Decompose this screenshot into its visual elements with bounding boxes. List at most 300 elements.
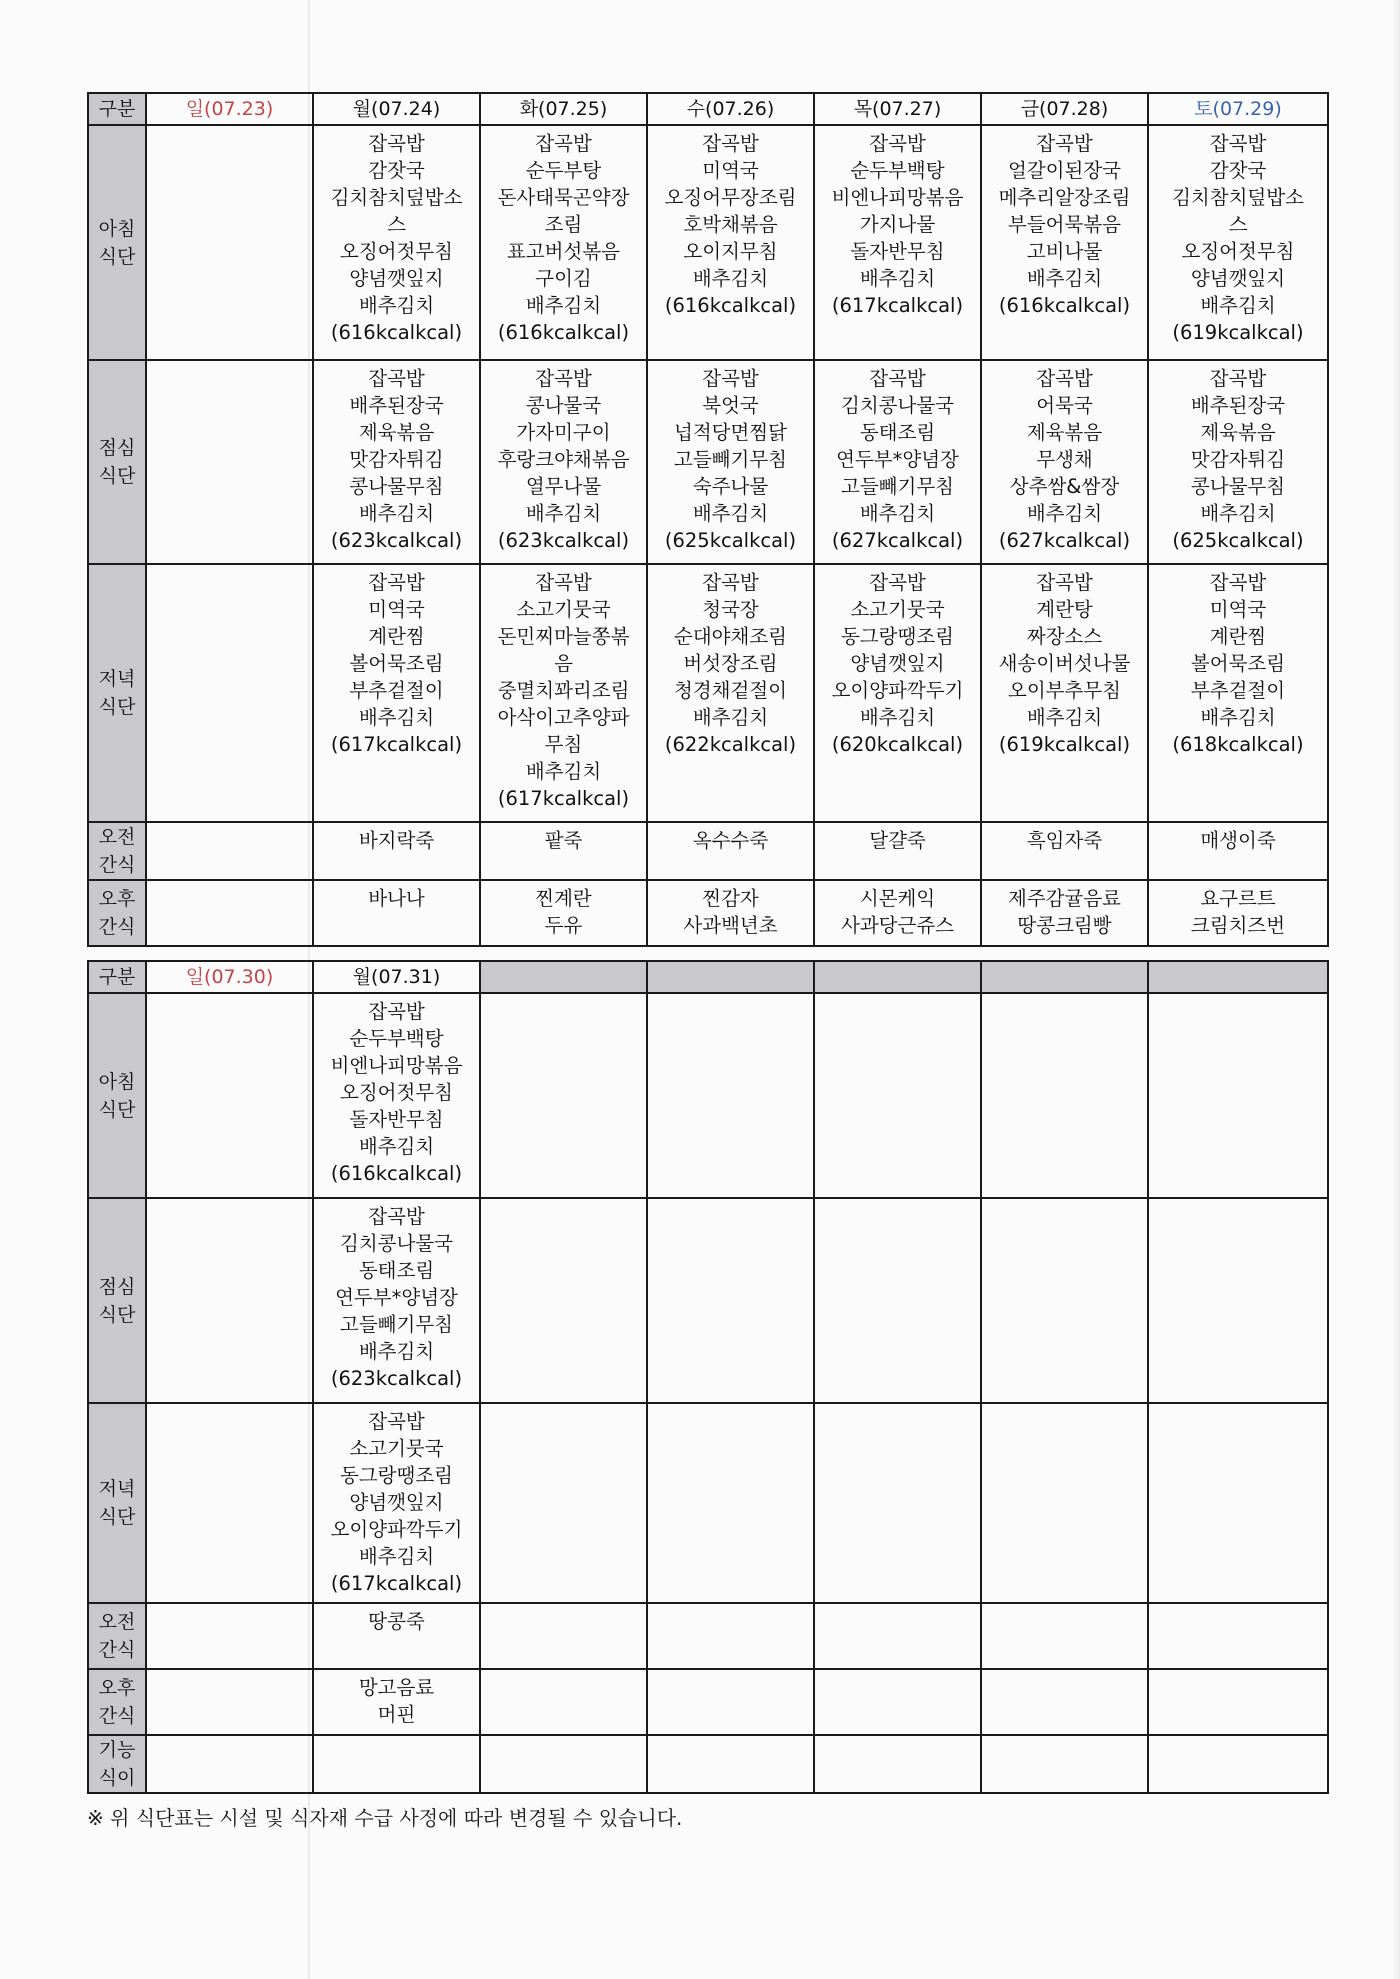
menu-cell <box>647 1198 814 1403</box>
meal-row <box>88 993 1328 1198</box>
menu-item: 감잣국 <box>1209 159 1267 182</box>
menu-cell <box>146 360 313 564</box>
menu-item: 잡곡밥 <box>869 132 926 155</box>
menu-item: (616kcalkcal) <box>497 321 630 344</box>
menu-item: 땅콩죽 <box>368 1610 425 1633</box>
meal-label-line: 오후 <box>98 1677 136 1699</box>
menu-cell <box>313 1198 480 1403</box>
menu-item: 부들어묵볶음 <box>1007 213 1122 236</box>
menu-cell <box>1148 360 1328 564</box>
menu-item: 열무나물 <box>525 475 602 498</box>
menu-item: 배추김치 <box>692 706 769 729</box>
menu-item: 동태조림 <box>859 421 936 444</box>
menu-cell <box>146 1669 313 1735</box>
menu-item: 음 <box>554 652 573 675</box>
menu-item: 흑임자죽 <box>1026 829 1103 852</box>
menu-cell <box>814 1735 981 1793</box>
meal-label <box>88 1403 146 1603</box>
menu-item: 배추김치 <box>358 706 435 729</box>
menu-item: 오이부추무침 <box>1007 679 1122 702</box>
menu-item: 잡곡밥 <box>869 571 926 594</box>
menu-item: 땅콩크림빵 <box>1017 914 1112 937</box>
meal-label-line: 식단 <box>98 465 136 487</box>
menu-item: 호박채볶음 <box>683 213 778 236</box>
day-header: 화(07.25) <box>480 93 647 125</box>
menu-cell <box>814 564 981 822</box>
menu-item: 부추겉절이 <box>349 679 444 702</box>
menu-cell <box>1148 1403 1328 1603</box>
day-header: 일(07.30) <box>146 961 313 993</box>
menu-item: 배추김치 <box>859 706 936 729</box>
menu-item: 새송이버섯나물 <box>998 652 1131 675</box>
menu-item: 동그랑땡조림 <box>339 1464 454 1487</box>
menu-item: 배추김치 <box>1026 502 1103 525</box>
menu-cell <box>146 1198 313 1403</box>
menu-cell <box>981 1198 1148 1403</box>
menu-item: 양념깻잎지 <box>850 652 945 675</box>
menu-item: 바나나 <box>368 887 425 910</box>
menu-cell <box>814 993 981 1198</box>
menu-item: 잡곡밥 <box>368 1205 425 1228</box>
menu-cell <box>981 1603 1148 1669</box>
meal-label-line: 식단 <box>98 1303 136 1326</box>
menu-item: 가지나물 <box>859 213 936 236</box>
menu-item: (623kcalkcal) <box>330 1367 463 1390</box>
menu-item: 순대야채조림 <box>673 625 788 648</box>
menu-item: (616kcalkcal) <box>330 321 463 344</box>
menu-item: 잡곡밥 <box>1036 571 1093 594</box>
meal-row <box>88 360 1328 564</box>
meal-label-line: 오후 <box>98 888 136 910</box>
menu-cell <box>313 1603 480 1669</box>
menu-item: 연두부*양념장 <box>836 448 959 471</box>
day-header: 목(07.27) <box>814 93 981 125</box>
menu-item: 찐계란 <box>535 887 592 910</box>
menu-item: 계란찜 <box>1209 625 1267 648</box>
meal-label-line: 오전 <box>98 826 136 848</box>
menu-item: 버섯장조림 <box>683 652 778 675</box>
menu-item: 북엇국 <box>702 394 759 417</box>
scan-edge-shadow <box>1392 0 1400 1979</box>
menu-item: 가자미구이 <box>516 421 611 444</box>
menu-item: 소고기뭇국 <box>349 1437 444 1460</box>
meal-row <box>88 1198 1328 1403</box>
week1-header-row <box>88 93 1328 125</box>
header-label: 구분 <box>88 93 146 125</box>
day-header: 금(07.28) <box>981 93 1148 125</box>
menu-item: 배추김치 <box>859 267 936 290</box>
menu-item: 잡곡밥 <box>702 132 759 155</box>
day-header: 일(07.23) <box>146 93 313 125</box>
menu-cell <box>1148 1198 1328 1403</box>
menu-item: 순두부백탕 <box>850 159 945 182</box>
menu-item: 오징어무장조림 <box>664 186 797 209</box>
meal-label-line: 점심 <box>98 1275 136 1298</box>
menu-item: 잡곡밥 <box>702 367 759 390</box>
menu-cell <box>480 564 647 822</box>
menu-item: 배추김치 <box>1026 267 1103 290</box>
day-header <box>1148 961 1328 993</box>
meal-row <box>88 880 1328 946</box>
menu-item: 메추리알장조림 <box>998 186 1131 209</box>
menu-item: 두유 <box>544 914 583 937</box>
menu-item: 숙주나물 <box>692 475 769 498</box>
menu-cell <box>480 1669 647 1735</box>
menu-item: 아삭이고추양파 <box>497 706 630 729</box>
menu-item: 잡곡밥 <box>1209 571 1267 594</box>
menu-item: (617kcalkcal) <box>831 294 964 317</box>
menu-item: 팥죽 <box>544 829 583 852</box>
menu-cell <box>313 993 480 1198</box>
menu-item: (617kcalkcal) <box>497 787 630 810</box>
menu-item: 배추김치 <box>1200 502 1276 525</box>
meal-label <box>88 880 146 946</box>
day-header <box>647 961 814 993</box>
menu-item: 시몬케익 <box>859 887 936 910</box>
menu-cell <box>480 822 647 880</box>
day-header: 수(07.26) <box>647 93 814 125</box>
menu-cell <box>313 125 480 360</box>
menu-cell <box>313 360 480 564</box>
meal-label <box>88 564 146 822</box>
meal-label-line: 간식 <box>98 916 136 938</box>
menu-item: 미역국 <box>368 598 425 621</box>
menu-item: 스 <box>387 213 406 236</box>
menu-item: (618kcalkcal) <box>1172 733 1304 756</box>
menu-table-week1 <box>87 92 1329 947</box>
meal-label-line: 식이 <box>98 1767 136 1789</box>
meal-label-line: 식단 <box>98 245 136 268</box>
menu-item: (616kcalkcal) <box>998 294 1131 317</box>
menu-cell <box>1148 1735 1328 1793</box>
menu-cell <box>981 1403 1148 1603</box>
menu-item: 오이양파깍두기 <box>330 1518 463 1541</box>
menu-item: 무생채 <box>1036 448 1093 471</box>
day-header: 월(07.31) <box>313 961 480 993</box>
menu-item: 매생이죽 <box>1200 829 1276 852</box>
menu-cell <box>981 880 1148 946</box>
menu-item: 상추쌈&쌈장 <box>1009 475 1120 498</box>
menu-item: 고비나물 <box>1026 240 1103 263</box>
menu-item: 김치콩나물국 <box>339 1232 454 1255</box>
menu-cell <box>1148 1669 1328 1735</box>
meal-row <box>88 1735 1328 1793</box>
menu-item: 볼어묵조림 <box>1190 652 1286 675</box>
menu-item: 콩나물무침 <box>349 475 444 498</box>
menu-item: 오징어젓무침 <box>339 240 454 263</box>
menu-item: (616kcalkcal) <box>330 1162 463 1185</box>
menu-item: 감잣국 <box>368 159 425 182</box>
menu-cell <box>1148 564 1328 822</box>
menu-item: (620kcalkcal) <box>831 733 964 756</box>
menu-cell <box>647 1669 814 1735</box>
meal-row <box>88 822 1328 880</box>
menu-cell <box>313 564 480 822</box>
menu-item: (623kcalkcal) <box>330 529 463 552</box>
menu-cell <box>1148 822 1328 880</box>
menu-item: 제주감귤음료 <box>1007 887 1122 910</box>
menu-item: 잡곡밥 <box>535 132 592 155</box>
menu-table-week2 <box>87 960 1329 1794</box>
menu-cell <box>313 1669 480 1735</box>
menu-cell <box>647 1735 814 1793</box>
menu-item: 김치참치덮밥소 <box>330 186 463 209</box>
meal-label-line: 저녁 <box>98 668 136 690</box>
menu-cell <box>814 822 981 880</box>
menu-cell <box>146 993 313 1198</box>
meal-label-line: 식단 <box>98 696 136 718</box>
meal-label <box>88 360 146 564</box>
menu-item: 찐감자 <box>702 887 759 910</box>
menu-item: 고들빼기무침 <box>673 448 788 471</box>
menu-item: 맛감자튀김 <box>349 448 444 471</box>
meal-label-line: 오전 <box>98 1611 136 1633</box>
menu-cell <box>647 360 814 564</box>
menu-cell <box>480 1603 647 1669</box>
menu-item: 맛감자튀김 <box>1190 448 1286 471</box>
menu-item: 배추김치 <box>525 502 602 525</box>
menu-item: 잡곡밥 <box>1209 132 1267 155</box>
menu-cell <box>981 822 1148 880</box>
menu-item: 소고기뭇국 <box>516 598 611 621</box>
menu-item: (625kcalkcal) <box>1172 529 1304 552</box>
menu-item: 잡곡밥 <box>535 367 592 390</box>
meal-label <box>88 1669 146 1735</box>
menu-cell <box>981 360 1148 564</box>
menu-cell <box>981 1669 1148 1735</box>
menu-cell <box>480 1735 647 1793</box>
menu-item: 소고기뭇국 <box>850 598 945 621</box>
meal-label-line: 기능 <box>98 1739 136 1761</box>
menu-item: 고들빼기무침 <box>840 475 955 498</box>
menu-item: 양념깻잎지 <box>1190 267 1286 290</box>
menu-item: 동태조림 <box>358 1259 435 1282</box>
menu-item: 순두부탕 <box>525 159 602 182</box>
menu-item: 배추김치 <box>692 267 769 290</box>
menu-item: (622kcalkcal) <box>664 733 797 756</box>
menu-item: 요구르트 <box>1200 887 1276 910</box>
menu-item: 옥수수죽 <box>692 829 769 852</box>
menu-item: 김치참치덮밥소 <box>1172 186 1304 209</box>
menu-item: (623kcalkcal) <box>497 529 630 552</box>
menu-item: 잡곡밥 <box>368 571 425 594</box>
day-header: 월(07.24) <box>313 93 480 125</box>
menu-item: 머핀 <box>377 1703 416 1726</box>
menu-item: (616kcalkcal) <box>664 294 797 317</box>
meal-label-line: 저녁 <box>98 1478 136 1500</box>
menu-cell <box>814 1403 981 1603</box>
menu-cell <box>814 880 981 946</box>
menu-item: 김치콩나물국 <box>840 394 955 417</box>
menu-item: 배추김치 <box>358 1340 435 1363</box>
menu-cell <box>146 1603 313 1669</box>
meal-row <box>88 125 1328 360</box>
menu-cell <box>814 1603 981 1669</box>
menu-item: 배추김치 <box>358 294 435 317</box>
menu-item: 배추김치 <box>1026 706 1103 729</box>
meal-label-line: 간식 <box>98 1705 136 1727</box>
menu-item: 콩나물무침 <box>1190 475 1286 498</box>
menu-cell <box>146 822 313 880</box>
menu-cell <box>1148 125 1328 360</box>
menu-item: 조림 <box>544 213 583 236</box>
menu-item: (619kcalkcal) <box>998 733 1131 756</box>
meal-label-line: 간식 <box>98 1639 136 1661</box>
menu-item: 잡곡밥 <box>368 367 425 390</box>
menu-cell <box>981 564 1148 822</box>
menu-cell <box>647 993 814 1198</box>
meal-row <box>88 564 1328 822</box>
menu-item: 양념깻잎지 <box>349 267 444 290</box>
menu-item: 표고버섯볶음 <box>506 240 621 263</box>
menu-item: 사과당근쥬스 <box>840 914 955 937</box>
menu-cell <box>981 1735 1148 1793</box>
week2-header-row <box>88 961 1328 993</box>
menu-item: 어묵국 <box>1036 394 1093 417</box>
menu-cell <box>814 1669 981 1735</box>
menu-item: (627kcalkcal) <box>998 529 1131 552</box>
menu-item: 크림치즈번 <box>1190 914 1286 937</box>
menu-item: 돈사태묵곤약장 <box>497 186 630 209</box>
menu-item: 양념깻잎지 <box>349 1491 444 1514</box>
menu-item: 비엔나피망볶음 <box>330 1054 463 1077</box>
menu-cell <box>146 880 313 946</box>
menu-item: 배추김치 <box>525 760 602 783</box>
menu-item: 잡곡밥 <box>368 1000 425 1023</box>
menu-item: 미역국 <box>702 159 759 182</box>
menu-cell <box>981 993 1148 1198</box>
menu-item: (617kcalkcal) <box>330 1572 463 1595</box>
footnote: ※ 위 식단표는 시설 및 식자재 수급 사정에 따라 변경될 수 있습니다. <box>87 1806 683 1830</box>
meal-row <box>88 1603 1328 1669</box>
menu-item: 오이지무침 <box>683 240 778 263</box>
menu-cell <box>313 1735 480 1793</box>
menu-cell <box>647 822 814 880</box>
menu-cell <box>146 125 313 360</box>
meal-label-line: 간식 <box>98 854 136 876</box>
menu-item: 중멸치꽈리조림 <box>497 679 630 702</box>
menu-item: 잡곡밥 <box>1036 367 1093 390</box>
menu-item: 잡곡밥 <box>535 571 592 594</box>
menu-cell <box>313 822 480 880</box>
menu-cell <box>480 880 647 946</box>
meal-label <box>88 1603 146 1669</box>
menu-item: 제육볶음 <box>1200 421 1276 444</box>
menu-item: 배추김치 <box>1200 294 1276 317</box>
menu-item: 오징어젓무침 <box>1181 240 1295 263</box>
menu-item: 달걀죽 <box>869 829 926 852</box>
menu-item: 콩나물국 <box>525 394 602 417</box>
menu-item: 배추김치 <box>1200 706 1276 729</box>
menu-item: 계란탕 <box>1036 598 1093 621</box>
menu-item: 스 <box>1228 213 1248 236</box>
menu-item: 오이양파깍두기 <box>831 679 964 702</box>
meal-label <box>88 1735 146 1793</box>
menu-cell <box>1148 880 1328 946</box>
menu-cell <box>146 1735 313 1793</box>
menu-item: 미역국 <box>1209 598 1267 621</box>
meal-label <box>88 993 146 1198</box>
menu-item: 배추된장국 <box>349 394 444 417</box>
menu-item: 청국장 <box>702 598 759 621</box>
menu-item: (619kcalkcal) <box>1172 321 1304 344</box>
menu-item: 얼갈이된장국 <box>1007 159 1122 182</box>
menu-cell <box>814 125 981 360</box>
menu-item: 제육볶음 <box>1026 421 1103 444</box>
menu-cell <box>814 1198 981 1403</box>
meal-row <box>88 1669 1328 1735</box>
menu-item: 배추김치 <box>525 294 602 317</box>
menu-item: 후랑크야채볶음 <box>497 448 630 471</box>
menu-item: 바지락죽 <box>358 829 435 852</box>
menu-item: 연두부*양념장 <box>335 1286 458 1309</box>
menu-item: 청경채겉절이 <box>673 679 788 702</box>
menu-item: 돌자반무침 <box>349 1108 444 1131</box>
menu-cell <box>146 564 313 822</box>
menu-item: 배추김치 <box>358 1135 435 1158</box>
day-header <box>981 961 1148 993</box>
meal-label-line: 아침 <box>98 1070 136 1093</box>
menu-item: 배추된장국 <box>1190 394 1286 417</box>
menu-cell <box>647 1403 814 1603</box>
menu-item: 망고음료 <box>358 1676 435 1699</box>
menu-item: 잡곡밥 <box>702 571 759 594</box>
menu-item: 잡곡밥 <box>1036 132 1093 155</box>
menu-item: 계란찜 <box>368 625 425 648</box>
menu-item: 비엔나피망볶음 <box>831 186 964 209</box>
menu-item: 돌자반무침 <box>850 240 945 263</box>
menu-item: 배추김치 <box>859 502 936 525</box>
menu-item: 잡곡밥 <box>368 1410 425 1433</box>
menu-item: 오징어젓무침 <box>339 1081 454 1104</box>
menu-item: 무침 <box>544 733 583 756</box>
menu-cell <box>480 993 647 1198</box>
menu-item: 배추김치 <box>358 1545 435 1568</box>
menu-item: 배추김치 <box>358 502 435 525</box>
meal-label-line: 식단 <box>98 1506 136 1528</box>
meal-label-line: 아침 <box>98 217 136 240</box>
menu-cell <box>480 360 647 564</box>
meal-label <box>88 1198 146 1403</box>
menu-cell <box>313 1403 480 1603</box>
menu-cell <box>647 125 814 360</box>
day-header: 토(07.29) <box>1148 93 1328 125</box>
menu-cell <box>1148 993 1328 1198</box>
menu-item: 짜장소스 <box>1026 625 1103 648</box>
menu-cell <box>647 564 814 822</box>
menu-cell <box>480 125 647 360</box>
menu-item: 잡곡밥 <box>368 132 425 155</box>
menu-item: 구이김 <box>535 267 592 290</box>
menu-item: (625kcalkcal) <box>664 529 797 552</box>
menu-cell <box>313 880 480 946</box>
header-label: 구분 <box>88 961 146 993</box>
menu-item: 잡곡밥 <box>1209 367 1267 390</box>
menu-item: 동그랑땡조림 <box>840 625 955 648</box>
menu-cell <box>981 125 1148 360</box>
menu-cell <box>1148 1603 1328 1669</box>
meal-row <box>88 1403 1328 1603</box>
meal-label-line: 식단 <box>98 1098 136 1121</box>
day-header <box>814 961 981 993</box>
meal-label <box>88 125 146 360</box>
menu-item: 제육볶음 <box>358 421 435 444</box>
menu-item: (627kcalkcal) <box>831 529 964 552</box>
meal-label <box>88 822 146 880</box>
menu-item: 넙적당면찜닭 <box>673 421 788 444</box>
menu-cell <box>647 880 814 946</box>
menu-item: 사과백년초 <box>683 914 778 937</box>
